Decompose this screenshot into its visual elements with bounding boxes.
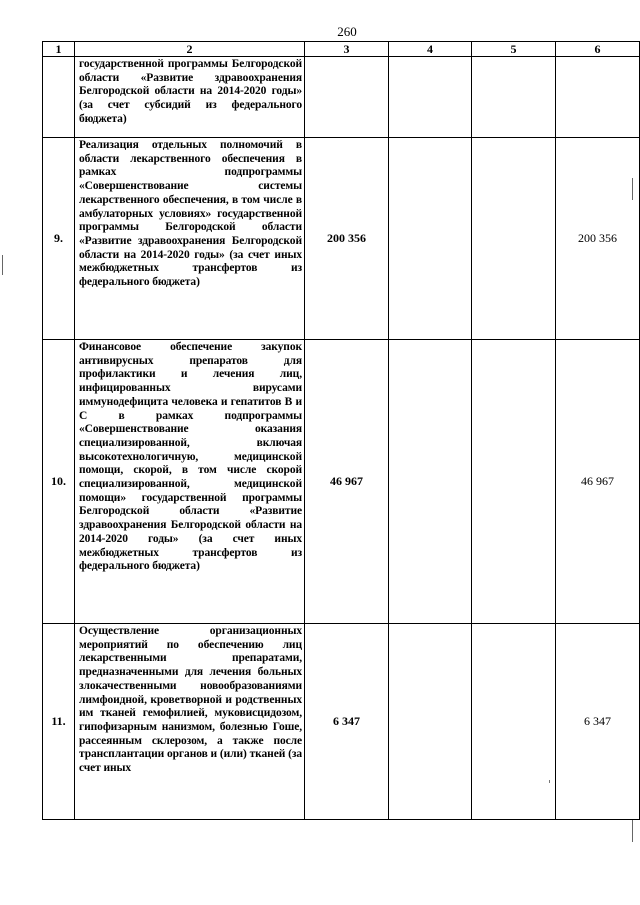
amount-col3: 46 967 [305,340,389,624]
row-number: 9. [43,138,75,340]
amount-col4 [389,340,472,624]
column-header-5: 5 [472,42,556,57]
row-description: государственной программы Белгородской области «Развитие здравоохранения Белгородской области на 2014-2020 годы» (за счет субсидий из федерального бюджета) [75,57,305,138]
page-number: 260 [337,24,357,39]
column-header-1: 1 [43,42,75,57]
column-header-6: 6 [556,42,640,57]
table-row [43,138,640,340]
row-number [43,57,75,138]
column-header-4: 4 [389,42,472,57]
scan-edge-mark [2,255,3,275]
row-number: 11. [43,624,75,820]
row-description: Финансовое обеспечение закупок антивирусных препаратов для профилактики и лечения лиц, инфицированных вирусами иммунодефицита человека и гепатитов В и С в рамках подпрограммы «Совершенствование оказания специализированной, включая высокотехнологичную, медицинской помощи, скорой, в том числе скорой специализированной, медицинской помощи» государственной программы Белгородской области «Развитие здравоохранения Белгородской области на 2014-2020 годы» (за счет иных межбюджетных трансфертов из федерального бюджета) [75,340,305,624]
budget-table [42,41,640,820]
amount-col3: 6 347 [305,624,389,820]
scan-edge-mark [632,820,633,842]
header-row [43,42,640,57]
amount-col5 [472,624,556,820]
amount-col4 [389,138,472,340]
amount-col4 [389,57,472,138]
column-header-3: 3 [305,42,389,57]
row-number: 10. [43,340,75,624]
amount-col6: 200 356 [556,138,640,340]
row-description: Реализация отдельных полномочий в области лекарственного обеспечения в рамках подпрограммы «Совершенствование системы лекарственного обеспечения, в том числе в амбулаторных условиях» государственной программы Белгородской области «Развитие здравоохранения Белгородской области на 2014-2020 годы» (за счет иных межбюджетных трансфертов из федерального бюджета) [75,138,305,340]
amount-col4 [389,624,472,820]
amount-col6: 6 347 [556,624,640,820]
scan-edge-mark [632,178,633,200]
table-row [43,340,640,624]
column-header-2: 2 [75,42,305,57]
amount-col6: 46 967 [556,340,640,624]
amount-col3 [305,57,389,138]
amount-col3: 200 356 [305,138,389,340]
table-row [43,57,640,138]
amount-col5 [472,340,556,624]
scan-speck [549,780,550,783]
row-description: Осуществление организационных мероприятий по обеспечению лиц лекарственными препаратами, предназначенными для лечения больных злокачественными новообразованиями лимфоидной, кроветворной и родственных им тканей гемофилией, муковисцидозом, гипофизарным нанизмом, болезнью Гоше, рассеянным склерозом, а также после трансплантации органов и (или) тканей (за счет иных [75,624,305,820]
amount-col5 [472,138,556,340]
amount-col6 [556,57,640,138]
table-row [43,624,640,820]
amount-col5 [472,57,556,138]
